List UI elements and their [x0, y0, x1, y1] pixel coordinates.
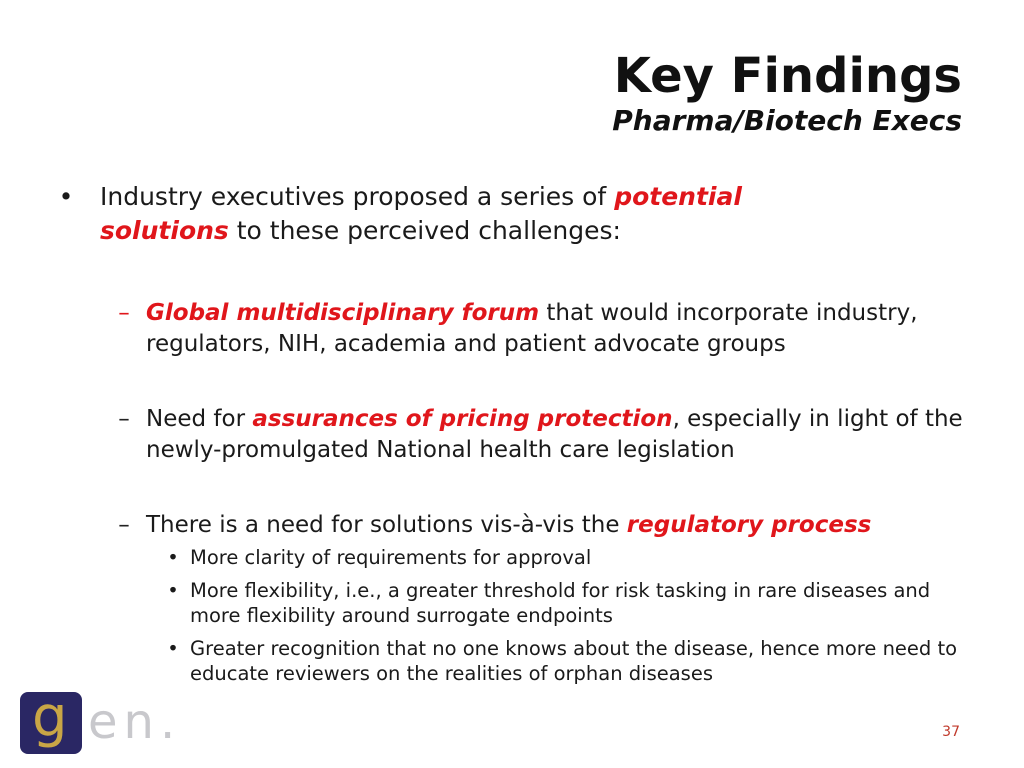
- sub-point-text-before: Need for: [146, 406, 253, 432]
- sub-point-text-after: , especially in light of the newly-promulgated National health care legislation: [146, 406, 963, 463]
- main-bullet-text-after: to these perceived challenges:: [228, 216, 621, 245]
- main-bullet: [56, 180, 860, 248]
- detail-item: [56, 578, 970, 628]
- detail-item-text: Greater recognition that no one knows about the disease, hence more need to educate reviewers on the realities of orphan diseases: [190, 637, 958, 685]
- sub-point-text-before: There is a need for solutions vis-à-vis the: [146, 512, 627, 538]
- sub-point-highlight: regulatory process: [626, 512, 872, 538]
- dash-icon: –: [118, 300, 130, 326]
- logo-letter-g: g: [32, 685, 68, 750]
- sub-point-pricing: [56, 404, 966, 466]
- bullet-icon: •: [167, 579, 179, 602]
- slide-title-block: [612, 48, 962, 138]
- bullet-icon: •: [167, 637, 179, 660]
- detail-item: [56, 636, 970, 686]
- sub-point-regulatory: [56, 510, 966, 541]
- dash-icon: –: [118, 406, 130, 432]
- main-bullet-text-before: Industry executives proposed a series of: [100, 182, 615, 211]
- bullet-icon: •: [167, 546, 179, 569]
- main-bullet-highlight: potential solutions: [100, 182, 742, 245]
- detail-item-text: More flexibility, i.e., a greater threshold for risk tasking in rare diseases and more flexibility around surrogate endpoints: [190, 579, 931, 627]
- page-number: 37: [942, 724, 960, 740]
- sub-point-forum: [56, 298, 966, 360]
- sub-point-text-after: that would incorporate industry, regulators, NIH, academia and patient advocate groups: [146, 300, 918, 357]
- bullet-icon: •: [58, 182, 74, 211]
- sub-point-highlight: Global multidisciplinary forum: [146, 300, 540, 326]
- slide-body: [56, 180, 976, 686]
- logo-wordmark: en.: [88, 694, 182, 750]
- slide-subtitle: Pharma/Biotech Execs: [612, 104, 962, 137]
- slide-title: Key Findings: [613, 48, 962, 104]
- detail-item: [56, 545, 970, 570]
- sub-point-highlight: assurances of pricing protection: [252, 406, 673, 432]
- detail-item-text: More clarity of requirements for approval: [190, 546, 592, 569]
- dash-icon: –: [118, 512, 130, 538]
